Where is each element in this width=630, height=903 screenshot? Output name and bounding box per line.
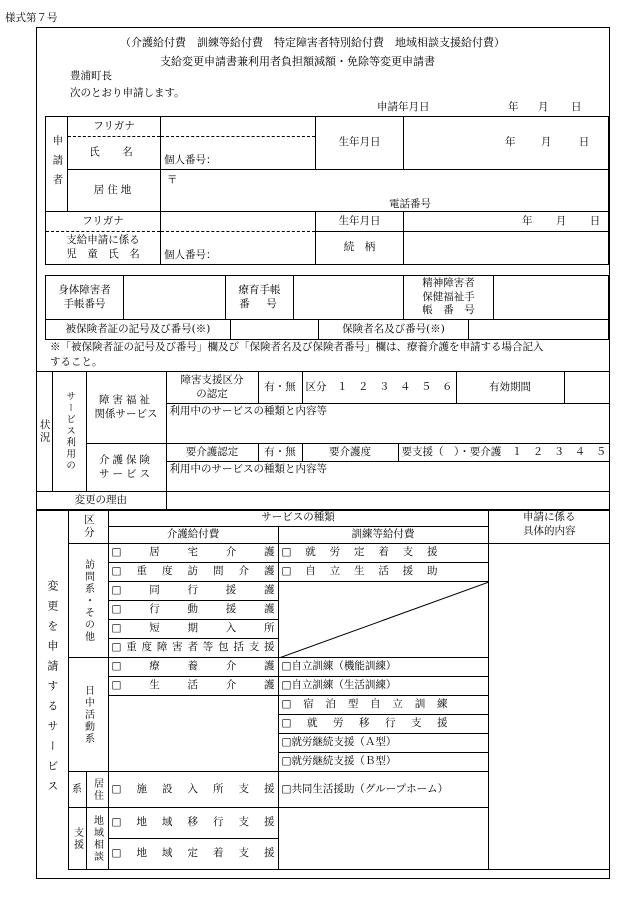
support-class-label-2: の認定 [196, 387, 228, 400]
residence-prefix: 系 [68, 772, 86, 808]
intro-text: 次のとおり申請します。 [70, 87, 185, 99]
option-label: 就労定着支援 [305, 546, 438, 559]
checkbox-icon[interactable]: □ [111, 641, 127, 654]
option-label: 地域定着支援 [136, 847, 275, 860]
applicant-table [45, 116, 609, 212]
note-line2: すること。 [50, 356, 103, 368]
child-birthdate-field[interactable] [404, 212, 609, 232]
ryoiku-cert-field[interactable] [294, 276, 404, 320]
checkbox-icon[interactable]: □ [111, 565, 137, 578]
visit-care-option[interactable] [108, 639, 278, 658]
checkbox-icon[interactable]: □ [111, 584, 150, 597]
addressee: 豊浦町長 [70, 70, 112, 82]
child-name-label [46, 232, 161, 265]
option-label: 生活介護 [149, 679, 275, 692]
community-training-blank [278, 808, 488, 870]
checkbox-icon[interactable]: □ [111, 660, 150, 673]
disability-cert-label [46, 276, 124, 320]
community-care-option[interactable] [108, 808, 278, 839]
details-header [488, 510, 610, 544]
visit-care-option[interactable] [108, 563, 278, 582]
day-care-blank [108, 696, 278, 772]
day-training-option[interactable] [278, 734, 488, 753]
child-name-label-line1: 支給申請に係る [66, 234, 140, 247]
applicant-birthdate-label: 生年月日 [316, 117, 404, 170]
daytime-category-label: 日中活動系 [68, 658, 108, 772]
welfare-services-label [86, 372, 166, 444]
visit-training-option[interactable] [278, 544, 488, 563]
welfare-label-2: 関係サービス [94, 407, 158, 420]
option-label: 宿泊型自立訓練 [303, 698, 448, 711]
service-usage-table [36, 371, 610, 511]
child-table [45, 211, 609, 265]
class-values: １ ２ ３ ４ ５ ６ [337, 380, 453, 393]
child-relation-field[interactable] [404, 232, 609, 265]
day-care-option[interactable] [108, 677, 278, 696]
form-title: 支給変更申請書兼利用者負担額減額・免除等変更申請書 [160, 55, 435, 68]
certificates-table [45, 275, 609, 320]
checkbox-icon[interactable]: □ [281, 546, 306, 559]
disability-cert-field[interactable] [124, 276, 226, 320]
checkbox-icon[interactable]: □ [281, 717, 307, 730]
support-class-label [166, 372, 258, 404]
details-field[interactable] [488, 544, 610, 870]
checkbox-icon[interactable]: □ [111, 679, 150, 692]
applicant-phone-label: 電話番号 [389, 198, 431, 210]
applicant-birthdate-field[interactable] [404, 117, 609, 170]
community-care-option[interactable] [108, 839, 278, 870]
checkbox-icon[interactable]: □ [281, 565, 306, 578]
insurance-table [45, 319, 609, 340]
care-services-in-use[interactable]: 利用中のサービスの種類と内容等 [166, 462, 610, 492]
child-relation-label: 続 柄 [316, 232, 404, 265]
note-line1: ※「被保険者証の記号及び番号」欄及び「保険者名及び保険者番号」欄は、療養介護を申請する場合記入 [50, 341, 544, 353]
benefit-types: （介護給付費 訓練等給付費 特定障害者特別給付費 地域相談支援給付費） [120, 36, 505, 49]
option-label: 就労移行支援 [306, 717, 448, 730]
day-care-option[interactable] [108, 658, 278, 677]
insurance-number-field[interactable] [231, 320, 319, 340]
applicant-name-field[interactable] [161, 137, 316, 170]
checkbox-icon[interactable]: □ [111, 782, 137, 795]
day-training-option[interactable] [278, 753, 488, 772]
form-number: 様式第７号 [5, 12, 58, 24]
mental-cert-label-2: 保健福祉手 [422, 290, 475, 303]
category-header: 区分 [68, 510, 108, 544]
services-table [36, 509, 610, 870]
option-label: 重度訪問介護 [136, 565, 275, 578]
checkbox-icon[interactable]: □ [281, 736, 292, 749]
visit-care-option[interactable] [108, 582, 278, 601]
insurance-number-label: 被保険者証の記号及び番号(※) [46, 320, 231, 340]
application-month: 月 [538, 101, 549, 113]
checkbox-icon[interactable]: □ [111, 816, 137, 829]
option-label: 行動援護 [149, 603, 275, 616]
checkbox-icon[interactable]: □ [281, 660, 292, 673]
community-category-label: 地域相談 [86, 808, 108, 870]
child-furigana-label: フリガナ [46, 212, 161, 232]
applicant-birth-year: 年 [505, 136, 516, 149]
change-services-side-label: 変更を申請するサービス [36, 510, 68, 870]
welfare-services-in-use[interactable]: 利用中のサービスの種類と内容等 [166, 404, 610, 444]
option-label: 就労継続支援（Ａ型） [291, 736, 397, 749]
checkbox-icon[interactable]: □ [281, 755, 292, 768]
insurer-field[interactable] [469, 320, 609, 340]
mental-cert-label-1: 精神障害者 [422, 277, 475, 290]
applicant-birth-day: 日 [578, 136, 590, 149]
application-date-label: 申請年月日 [377, 101, 430, 113]
child-mynumber-label: 個人番号： [164, 249, 217, 262]
checkbox-icon[interactable]: □ [111, 622, 150, 635]
valid-period-label: 有効期間 [456, 372, 564, 404]
training-benefit-header: 訓練等給付費 [278, 527, 488, 544]
checkbox-icon[interactable]: □ [111, 546, 150, 559]
disability-cert-label-1: 身体障害者 [58, 283, 111, 296]
applicant-address-field[interactable] [161, 170, 609, 212]
option-label: 自立訓練（機能訓練） [291, 660, 397, 673]
disability-cert-label-2: 手帳番号 [63, 297, 106, 310]
applicant-furigana-field[interactable] [161, 117, 316, 137]
visit-care-option[interactable] [108, 601, 278, 620]
ryoiku-cert-label [226, 276, 294, 320]
checkbox-icon[interactable]: □ [111, 847, 137, 860]
change-reason-label: 変更の理由 [36, 492, 166, 511]
day-training-option[interactable] [278, 715, 488, 734]
care-benefit-header: 介護給付費 [108, 527, 278, 544]
application-day: 日 [571, 101, 582, 113]
day-training-option[interactable] [278, 658, 488, 677]
checkbox-icon[interactable]: □ [281, 698, 304, 711]
visit-care-option[interactable] [108, 620, 278, 639]
welfare-label-1: 障害福祉 [99, 393, 153, 406]
checkbox-icon[interactable]: □ [281, 679, 292, 692]
applicant-mynumber-label: 個人番号： [164, 154, 217, 167]
postal-mark: 〒 [167, 174, 178, 186]
care-level-label: 要介護度 [302, 444, 398, 462]
class-prefix: 区分 [305, 380, 327, 393]
support-class-values[interactable] [302, 372, 456, 404]
option-label: 共同生活援助（グループホーム） [291, 782, 449, 795]
applicant-birth-month: 月 [540, 136, 552, 149]
residence-training-option[interactable] [278, 772, 488, 808]
option-label: 短期入所 [149, 622, 275, 635]
child-birth-year: 年 [522, 214, 533, 227]
mental-cert-field[interactable] [494, 276, 609, 320]
option-label: 施設入所支援 [136, 782, 275, 795]
visit-category-label: 訪問系・その他 [68, 544, 108, 658]
mental-cert-label-3: 帳 番 号 [422, 304, 475, 317]
option-label: 地域移行支援 [136, 816, 275, 829]
day-training-option[interactable] [278, 677, 488, 696]
care-label-2: サービス [99, 467, 153, 480]
residence-category-label: 居住 [86, 772, 108, 808]
applicant-furigana-label: フリガナ [68, 117, 161, 137]
care-label-1: 介護保険 [99, 453, 153, 466]
details-header-1: 申請に係る [523, 511, 576, 523]
option-label: 療養介護 [149, 660, 275, 673]
option-label: 自立生活援助 [305, 565, 438, 578]
applicant-name-label: 氏 名 [68, 137, 161, 170]
option-label: 居宅介護 [149, 546, 275, 559]
applicant-address-label: 居住地 [68, 170, 161, 212]
child-furigana-field[interactable] [161, 212, 316, 232]
residence-care-option[interactable] [108, 772, 278, 808]
ryoiku-cert-label-1: 療育手帳 [238, 283, 281, 296]
support-yes-no[interactable]: 有・無 [258, 372, 302, 404]
child-birth-month: 月 [555, 214, 567, 227]
checkbox-icon[interactable]: □ [111, 603, 150, 616]
child-name-field[interactable] [161, 232, 316, 265]
care-cert-label: 要介護認定 [166, 444, 258, 462]
option-label: 自立訓練（生活訓練） [291, 679, 397, 692]
change-reason-field[interactable] [166, 492, 610, 511]
visit-care-option[interactable] [108, 544, 278, 563]
applicant-group-label: 申請者 [46, 117, 68, 212]
care-insurance-label [86, 444, 166, 492]
application-year: 年 [508, 101, 519, 113]
service-types-header: サービスの種類 [108, 510, 488, 527]
support-class-label-1: 障害支援区分 [180, 373, 244, 386]
option-label: 重度障害者等包括支援 [126, 641, 275, 654]
usage-service-use-label: サービス利用の [52, 372, 86, 492]
insurer-label: 保険者名及び番号(※) [319, 320, 469, 340]
child-birthdate-label: 生年月日 [316, 212, 404, 232]
child-birth-day: 日 [589, 214, 601, 227]
mental-cert-label [404, 276, 494, 320]
ryoiku-cert-label-2: 番 号 [239, 297, 280, 310]
usage-status-label: 状況 [36, 372, 52, 492]
diagonal-strike [279, 582, 489, 658]
option-label: 同行援護 [149, 584, 275, 597]
day-training-option[interactable] [278, 696, 488, 715]
checkbox-icon[interactable]: □ [281, 782, 292, 795]
community-prefix: 支援 [68, 808, 86, 870]
visit-training-blank [278, 582, 488, 658]
option-label: 就労継続支援（Ｂ型） [291, 755, 397, 768]
details-header-2: 具体的内容 [523, 524, 576, 537]
visit-training-option[interactable] [278, 563, 488, 582]
care-level-values[interactable]: 要支援（ ）・要介護 １ ２ ３ ４ ５ [398, 444, 610, 462]
child-name-label-line2: 児 童 氏 名 [66, 248, 140, 260]
care-yes-no[interactable]: 有・無 [258, 444, 302, 462]
valid-period-field[interactable] [564, 372, 610, 404]
